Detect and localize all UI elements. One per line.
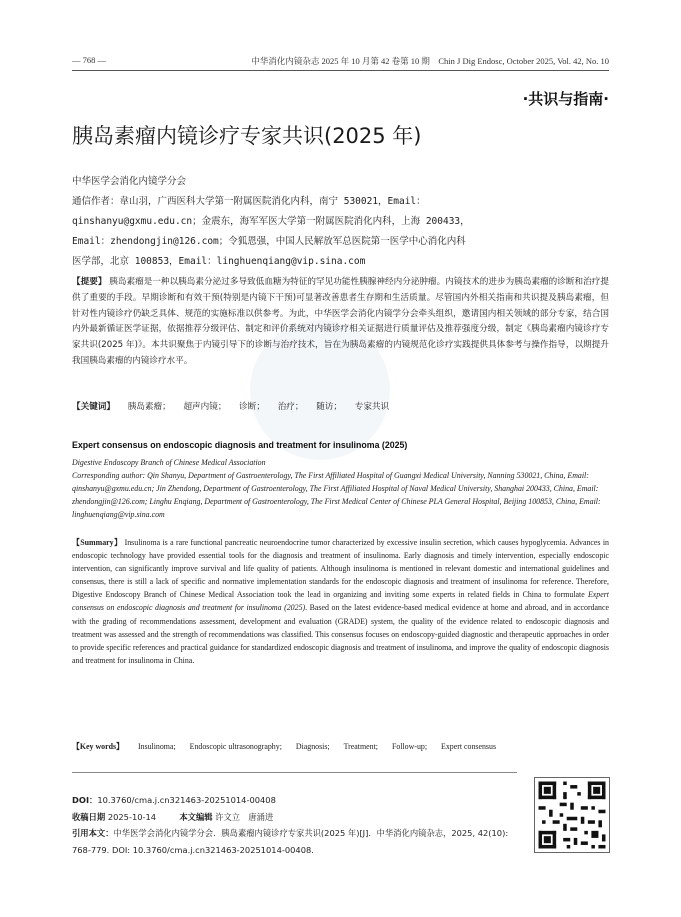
summary-italic-title: Expert consensus on endoscopic diagnosis and treatment for insulinoma (2025) [72,590,609,613]
doi-label: DOI： [72,795,98,805]
received-editor-line [72,809,517,826]
corresponding-line-4: 医学部，北京 100853，Email：linghuenqiang@vip.sina.com [72,256,366,267]
qr-code-icon[interactable] [534,777,610,853]
abstract-cn [72,275,609,370]
keyword-en: Endoscopic ultrasonography; [189,742,282,751]
page-number: — 768 — [72,55,106,65]
cite-label: 引用本文： [72,828,114,838]
keyword-cn: 随访； [316,402,343,412]
summary-text-en-part2: . Based on the latest evidence-based medical evidence at home and abroad, and in accordance with the grading of recommendations assessment, development and evaluation (GRADE) system, the quality of the evidence related to endoscopic diagnosis and treatment was assessed and the strength of recommendations was classified. This consensus focuses on endoscopy-guided diagnostic and therapeutic approaches in order to provide specific references and practical guidance for standardized endoscopic diagnosis and treatment of insulinoma, and improve the quality of endoscopic diagnosis and treatment for insulinoma in China. [72,603,609,665]
corresponding-line-3: Email：zhendongjin@126.com；令狐恩强，中国人民解放军总医院第一医学中心消化内科 [72,236,466,247]
keywords-cn [72,400,609,412]
summary-label-en: 【Summary】 [72,538,123,547]
doi-link[interactable]: 10.3760/cma.j.cn321463-20251014-00408 [97,795,276,805]
abstract-text-cn: 胰岛素瘤是一种以胰岛素分泌过多导致低血糖为特征的罕见功能性胰腺神经内分泌肿瘤。内镜技术的进步为胰岛素瘤的诊断和治疗提供了重要的手段。早期诊断和有效干预(特别是内镜下干预)可显著改善患者生存期和生活质量。尽管国内外相关指南和共识提及胰岛素瘤，但针对性内镜诊疗仍缺乏具体、规范的实施标准以供参考。为此，中华医学会消化内镜学分会牵头组织，邀请国内相关领域的部分专家，结合国内外最新循证医学证据，依据推荐分级评估、制定和评价系统对内镜诊疗相关证据进行质量评估及推荐强度分级，制定《胰岛素瘤内镜诊疗专家共识(2025 年)》。本共识聚焦于内镜引导下的诊断与治疗技术，旨在为胰岛素瘤的内镜规范化诊疗实践提供具体参考与操作指导，以期提升我国胰岛素瘤的内镜诊疗水平。 [72,277,609,366]
footer-divider [72,772,517,773]
keyword-en: Follow-up; [391,742,428,751]
section-tag: ·共识与指南· [522,90,609,108]
keywords-label-en: 【Key words】 [72,742,124,751]
keywords-label-cn: 【关键词】 [72,402,115,412]
keyword-en: Insulinoma; [137,742,176,751]
keyword-en: Diagnosis; [295,742,330,751]
running-header [72,55,609,69]
doi-line [72,792,517,809]
keyword-cn: 胰岛素瘤； [127,402,171,412]
keyword-en: Expert consensus [441,742,497,751]
keyword-en: Treatment; [343,742,378,751]
article-meta [72,792,517,858]
keyword-cn: 诊断； [239,402,265,412]
editor-label: 本文编辑 [179,811,213,822]
summary-en [72,536,609,667]
corresponding-line-2: qinshanyu@gxmu.edu.cn；金震东，海军军医大学第一附属医院消化内科，上海 200433， [72,216,470,227]
summary-text-en-part1: Insulinoma is a rare functional pancreatic neuroendocrine tumor characterized by excessive insulin secretion, which causes hypoglycemia. Advances in endoscopic technology have provided essential tools for the diagnosis and treatment of insulinoma. Early diagnosis and timely intervention, especially endoscopic intervention, can significantly improve survival and life quality of patients. Although insulinoma is mentioned in relevant domestic and international guidelines and consensus, there is still a lack of specific and normative implementation standards for the endoscopic diagnosis and treatment of insulinoma for reference. Therefore, Digestive Endoscopy Branch of Chinese Medical Association took the lead in organizing and inviting some experts in related fields in China to formulate [72,538,609,600]
received-date: 2025-10-14 [107,811,157,822]
corresponding-en: Corresponding author: Qin Shanyu, Department of Gastroenterology, The First Affiliated Hospital of Guangxi Medical University, Nanning 530021, China, Email: qinshanyu@gxmu.edu.cn; Jin Zhendong, Department of Gastroenterology, The First Affiliated Hospital of Naval Medical University, Shanghai 200433, China, Email: zhendongjin@126.com; Linghu Enqiang, Department of Gastroenterology, The First Medical Center of Chinese PLA General Hospital, Beijing 100853, China, Email: linghuenqiang@vip.sina.com [72,471,601,519]
keyword-cn: 超声内镜； [183,402,227,412]
authors-block-cn [72,172,612,272]
affiliation-en [72,456,609,521]
keywords-en [72,740,609,753]
corresponding-line-1: 通信作者：韋山羽，广西医科大学第一附属医院消化内科，南宁 530021，Email： [72,196,426,207]
qr-code-graphic [535,778,609,852]
article-title-cn: 胰岛素瘤内镜诊疗专家共识(2025 年) [72,124,422,148]
keyword-cn: 治疗； [277,402,304,412]
author-org-cn: 中华医学会消化内镜学分会 [72,176,187,187]
cite-text: 中华医学会消化内镜学分会．胰岛素瘤内镜诊疗专家共识(2025 年)[J]．中华消化内镜杂志，2025, 42(10): 768-779. DOI: 10.3760/cma.j.cn321463-20251014-00408. [72,828,509,855]
keyword-cn: 专家共识 [354,402,390,412]
article-title-en: Expert consensus on endoscopic diagnosis and treatment for insulinoma (2025) [72,440,408,450]
abstract-label-cn: 【提要】 [72,277,107,287]
journal-citation-header: 中华消化内镜杂志 2025 年 10 月第 42 卷第 10 期 Chin J Dig Endosc, October 2025, Vol. 42, No. 10 [251,56,609,66]
author-org-en: Digestive Endoscopy Branch of Chinese Medical Association [72,458,266,467]
header-divider [72,70,609,71]
editor-names: 许文立 唐涌进 [215,811,274,822]
citation-line [72,825,517,858]
received-label: 收稿日期 [72,811,106,822]
